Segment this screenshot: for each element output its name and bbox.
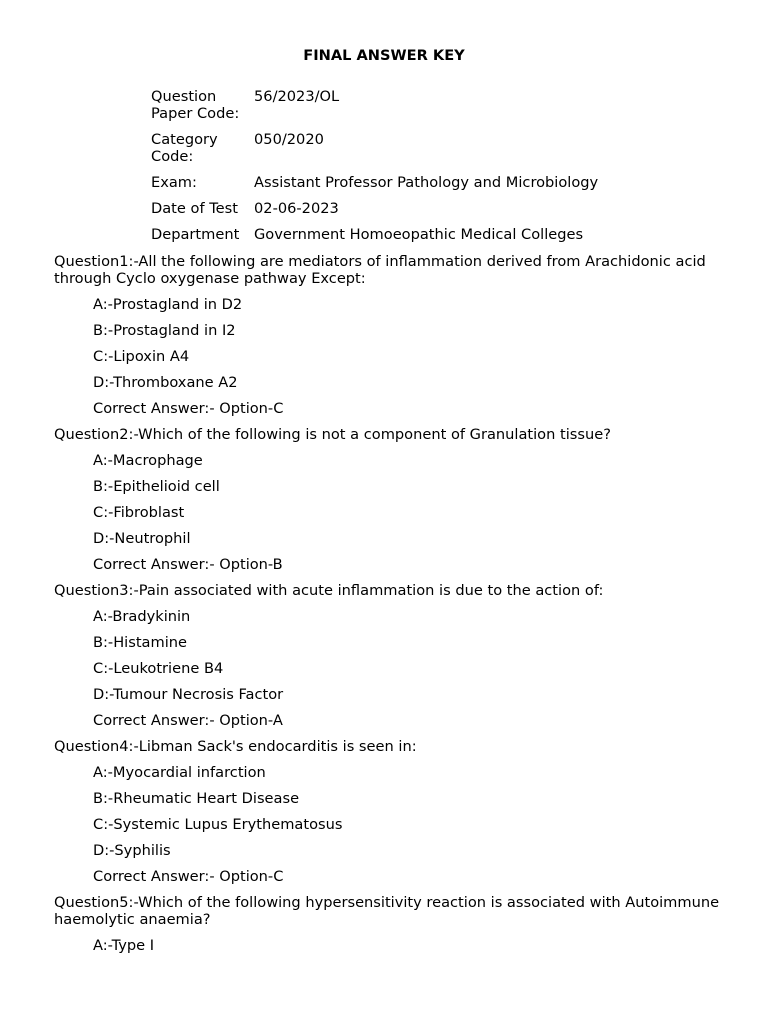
option-c: C:-Lipoxin A4 <box>93 348 190 365</box>
exam-details-table <box>151 88 598 243</box>
option-b: B:-Prostagland in I2 <box>93 322 236 339</box>
meta-label: Category Code: <box>151 131 218 165</box>
page-title: FINAL ANSWER KEY <box>303 47 465 64</box>
meta-label: Department <box>151 226 240 243</box>
option-d: D:-Syphilis <box>93 842 171 859</box>
meta-value: Government Homoeopathic Medical Colleges <box>254 226 584 243</box>
question-list <box>54 253 724 963</box>
option-c: C:-Leukotriene B4 <box>93 660 224 677</box>
meta-row-exam <box>151 174 598 200</box>
question-text: Question3:-Pain associated with acute inflammation is due to the action of: <box>54 582 604 599</box>
meta-value: 02-06-2023 <box>254 200 339 217</box>
correct-answer: Correct Answer:- Option-C <box>93 868 284 885</box>
option-a: A:-Myocardial infarction <box>93 764 266 781</box>
option-d: D:-Tumour Necrosis Factor <box>93 686 284 703</box>
question-text: Question2:-Which of the following is not a component of Granulation tissue? <box>54 426 611 443</box>
option-c: C:-Systemic Lupus Erythematosus <box>93 816 343 833</box>
meta-label: Question Paper Code: <box>151 88 240 122</box>
option-d: D:-Neutrophil <box>93 530 191 547</box>
option-a: A:-Prostagland in D2 <box>93 296 243 313</box>
option-d: D:-Thromboxane A2 <box>93 374 238 391</box>
option-b: B:-Histamine <box>93 634 187 651</box>
meta-label: Exam: <box>151 174 197 191</box>
correct-answer: Correct Answer:- Option-B <box>93 556 283 573</box>
option-a: A:-Bradykinin <box>93 608 191 625</box>
meta-row-category-code <box>151 131 598 174</box>
option-c: C:-Fibroblast <box>93 504 185 521</box>
question-block <box>54 894 724 954</box>
correct-answer: Correct Answer:- Option-A <box>93 712 283 729</box>
question-block <box>54 738 724 885</box>
option-b: B:-Rheumatic Heart Disease <box>93 790 300 807</box>
meta-row-date <box>151 200 598 226</box>
question-block <box>54 253 724 417</box>
question-text: Question5:-Which of the following hypersensitivity reaction is associated with Autoimmune haemolytic anaemia? <box>54 894 720 928</box>
question-block <box>54 582 724 729</box>
meta-row-department <box>151 226 598 243</box>
option-a: A:-Type I <box>93 937 155 954</box>
option-b: B:-Epithelioid cell <box>93 478 220 495</box>
meta-value: 050/2020 <box>254 131 324 148</box>
meta-label: Date of Test <box>151 200 238 217</box>
question-block <box>54 426 724 573</box>
meta-value: Assistant Professor Pathology and Microbiology <box>254 174 599 191</box>
meta-row-paper-code <box>151 88 598 131</box>
meta-value: 56/2023/OL <box>254 88 340 105</box>
option-a: A:-Macrophage <box>93 452 203 469</box>
question-text: Question4:-Libman Sack's endocarditis is seen in: <box>54 738 417 755</box>
correct-answer: Correct Answer:- Option-C <box>93 400 284 417</box>
question-text: Question1:-All the following are mediators of inflammation derived from Arachidonic acid through Cyclo oxygenase pathway Except: <box>54 253 706 287</box>
